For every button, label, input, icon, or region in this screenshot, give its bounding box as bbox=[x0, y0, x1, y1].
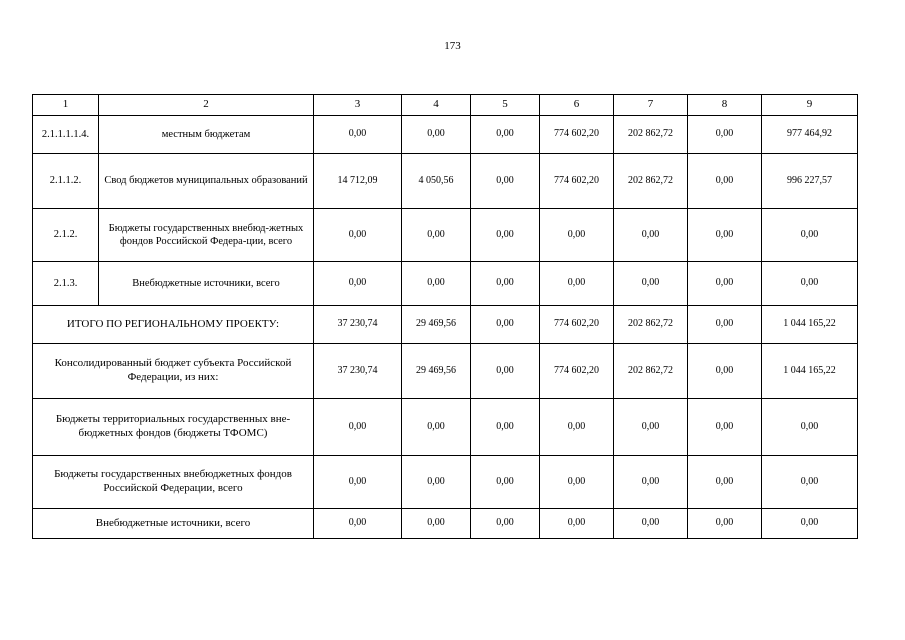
value-cell: 0,00 bbox=[688, 399, 762, 456]
value-cell: 37 230,74 bbox=[314, 306, 402, 344]
column-header: 7 bbox=[614, 95, 688, 116]
row-name: Свод бюджетов муниципальных образований bbox=[99, 154, 314, 209]
row-name: Бюджеты государственных внебюд-жетных фондов Российской Федера-ции, всего bbox=[99, 209, 314, 262]
value-cell: 0,00 bbox=[688, 306, 762, 344]
value-cell: 0,00 bbox=[471, 456, 540, 509]
value-cell: 0,00 bbox=[540, 456, 614, 509]
value-cell: 0,00 bbox=[540, 262, 614, 306]
value-cell: 0,00 bbox=[614, 509, 688, 539]
value-cell: 774 602,20 bbox=[540, 344, 614, 399]
value-cell: 202 862,72 bbox=[614, 116, 688, 154]
column-header: 2 bbox=[99, 95, 314, 116]
value-cell: 0,00 bbox=[471, 509, 540, 539]
value-cell: 774 602,20 bbox=[540, 306, 614, 344]
value-cell: 0,00 bbox=[402, 116, 471, 154]
value-cell: 0,00 bbox=[688, 509, 762, 539]
value-cell: 0,00 bbox=[614, 456, 688, 509]
value-cell: 0,00 bbox=[688, 154, 762, 209]
row-label: Бюджеты государственных внебюджетных фондов Российской Федерации, всего bbox=[33, 456, 314, 509]
value-cell: 0,00 bbox=[688, 456, 762, 509]
value-cell: 0,00 bbox=[762, 509, 858, 539]
value-cell: 774 602,20 bbox=[540, 116, 614, 154]
table-row bbox=[33, 116, 858, 154]
value-cell: 0,00 bbox=[314, 456, 402, 509]
table-row bbox=[33, 456, 858, 509]
value-cell: 0,00 bbox=[540, 509, 614, 539]
row-label: Консолидированный бюджет субъекта Российской Федерации, из них: bbox=[33, 344, 314, 399]
value-cell: 774 602,20 bbox=[540, 154, 614, 209]
value-cell: 202 862,72 bbox=[614, 344, 688, 399]
value-cell: 0,00 bbox=[540, 399, 614, 456]
value-cell: 0,00 bbox=[402, 262, 471, 306]
value-cell: 0,00 bbox=[762, 262, 858, 306]
row-name: Внебюджетные источники, всего bbox=[99, 262, 314, 306]
row-code: 2.1.1.2. bbox=[33, 154, 99, 209]
row-label: Бюджеты территориальных государственных вне-бюджетных фондов (бюджеты ТФОМС) bbox=[33, 399, 314, 456]
value-cell: 0,00 bbox=[614, 399, 688, 456]
value-cell: 14 712,09 bbox=[314, 154, 402, 209]
value-cell: 0,00 bbox=[688, 344, 762, 399]
value-cell: 0,00 bbox=[314, 509, 402, 539]
value-cell: 977 464,92 bbox=[762, 116, 858, 154]
row-name: местным бюджетам bbox=[99, 116, 314, 154]
value-cell: 202 862,72 bbox=[614, 154, 688, 209]
value-cell: 0,00 bbox=[471, 116, 540, 154]
value-cell: 1 044 165,22 bbox=[762, 306, 858, 344]
value-cell: 0,00 bbox=[471, 154, 540, 209]
row-label: ИТОГО ПО РЕГИОНАЛЬНОМУ ПРОЕКТУ: bbox=[33, 306, 314, 344]
value-cell: 1 044 165,22 bbox=[762, 344, 858, 399]
value-cell: 0,00 bbox=[314, 262, 402, 306]
value-cell: 0,00 bbox=[540, 209, 614, 262]
value-cell: 0,00 bbox=[471, 344, 540, 399]
table-row bbox=[33, 209, 858, 262]
total-row bbox=[33, 306, 858, 344]
table-row bbox=[33, 509, 858, 539]
value-cell: 37 230,74 bbox=[314, 344, 402, 399]
page-number: 173 bbox=[444, 40, 461, 52]
column-header: 3 bbox=[314, 95, 402, 116]
value-cell: 0,00 bbox=[688, 262, 762, 306]
table-row bbox=[33, 399, 858, 456]
value-cell: 0,00 bbox=[471, 209, 540, 262]
column-header: 8 bbox=[688, 95, 762, 116]
column-header: 1 bbox=[33, 95, 99, 116]
table-row bbox=[33, 344, 858, 399]
column-header: 9 bbox=[762, 95, 858, 116]
column-header: 4 bbox=[402, 95, 471, 116]
value-cell: 0,00 bbox=[614, 262, 688, 306]
value-cell: 0,00 bbox=[314, 209, 402, 262]
value-cell: 0,00 bbox=[762, 399, 858, 456]
column-header: 5 bbox=[471, 95, 540, 116]
value-cell: 0,00 bbox=[402, 209, 471, 262]
value-cell: 29 469,56 bbox=[402, 344, 471, 399]
value-cell: 0,00 bbox=[402, 399, 471, 456]
value-cell: 0,00 bbox=[314, 116, 402, 154]
value-cell: 0,00 bbox=[614, 209, 688, 262]
header-row bbox=[33, 95, 858, 116]
row-label: Внебюджетные источники, всего bbox=[33, 509, 314, 539]
budget-table bbox=[32, 94, 858, 539]
table-row bbox=[33, 154, 858, 209]
value-cell: 0,00 bbox=[471, 399, 540, 456]
value-cell: 0,00 bbox=[471, 306, 540, 344]
table-row bbox=[33, 262, 858, 306]
value-cell: 0,00 bbox=[762, 209, 858, 262]
value-cell: 0,00 bbox=[402, 509, 471, 539]
value-cell: 0,00 bbox=[402, 456, 471, 509]
column-header: 6 bbox=[540, 95, 614, 116]
value-cell: 202 862,72 bbox=[614, 306, 688, 344]
value-cell: 0,00 bbox=[471, 262, 540, 306]
value-cell: 996 227,57 bbox=[762, 154, 858, 209]
row-code: 2.1.1.1.1.4. bbox=[33, 116, 99, 154]
value-cell: 4 050,56 bbox=[402, 154, 471, 209]
value-cell: 0,00 bbox=[688, 116, 762, 154]
row-code: 2.1.2. bbox=[33, 209, 99, 262]
row-code: 2.1.3. bbox=[33, 262, 99, 306]
value-cell: 29 469,56 bbox=[402, 306, 471, 344]
value-cell: 0,00 bbox=[314, 399, 402, 456]
value-cell: 0,00 bbox=[688, 209, 762, 262]
value-cell: 0,00 bbox=[762, 456, 858, 509]
